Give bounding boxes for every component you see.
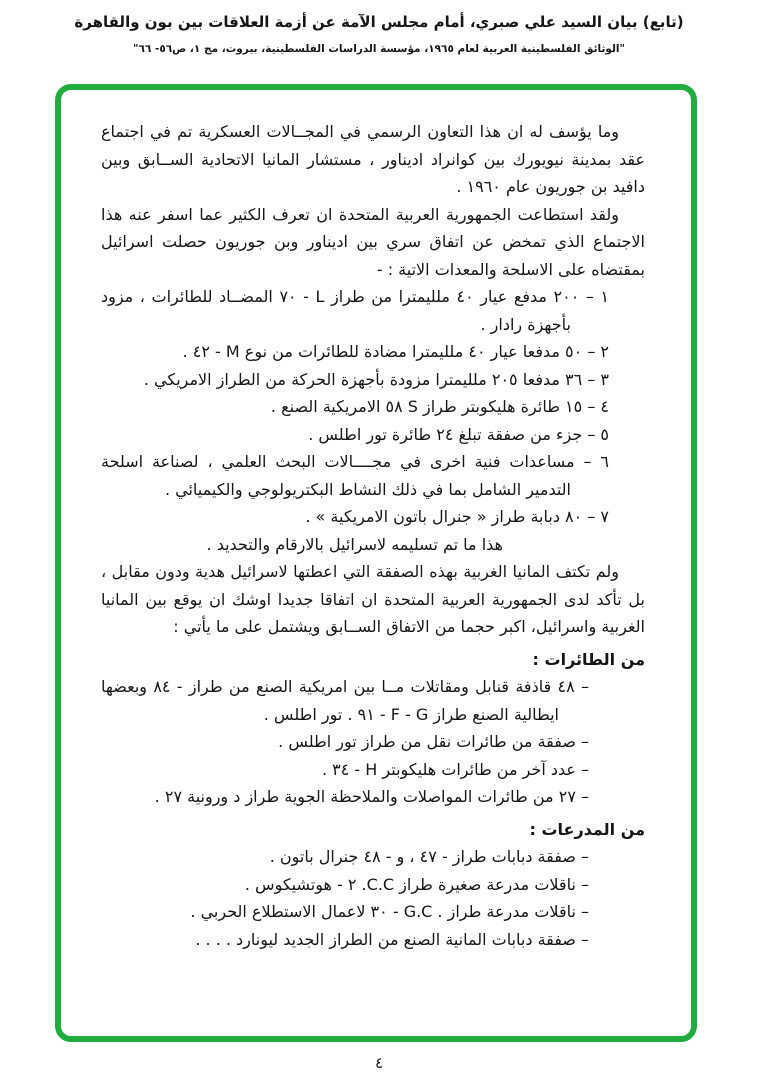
item-text: – ٤٨ قاذفة قنابل ومقاتلات مــا بين امريكية الصنع من طراز - ٨٤ وبعضها ايطالية الصنع طراز F - G - ٩١ . تور اطلس . [101, 677, 590, 724]
item-text: – صفقة دبابات طراز - ٤٧ ، و - ٤٨ جنرال باتون . [269, 847, 589, 866]
document-body [61, 90, 691, 953]
list-item [101, 783, 645, 811]
paragraph-agreement: ولقد استطاعت الجمهورية العربية المتحدة ان تعرف الكثير عما اسفر عنه هذا الاجتماع الذي تمخض عن اتفاق سري بين اديناور وبن جوريون حصلت اسرائيل بمقتضاه على الاسلحة والمعدات الاتية : - [101, 204, 645, 279]
paragraph-new-agreement: ولم تكتف المانيا الغربية بهذه الصفقة التي اعطتها لاسرائيل هدية ودون مقابل ، بل تأكد لدى الجمهورية العربية المتحدة ان اتفاقا جديدا اوشك ان يوقع بين المانيا الغربية واسرائيل، اكبر حجما من الاتفاق الســابق ويشتمل على ما يأتي : [101, 562, 645, 636]
item-number: ٧ – [587, 507, 609, 526]
document-source-citation: "الوثائق الفلسطينية العربية لعام ١٩٦٥، مؤسسة الدراسات الفلسطينية، بيروت، مج ١، ص٥٦- ٦٦" [132, 43, 625, 55]
delivery-note: هذا ما تم تسليمه لاسرائيل بالارقام والتحديد . [206, 534, 503, 554]
green-border-frame [55, 84, 697, 1042]
item-number: ١ – [585, 287, 610, 306]
item-text: ٣٦ مدفعا ٢٠٥ ملليمترا مزودة بأجهزة الحركة من الطراز الامريكي . [143, 369, 583, 389]
item-text: – ناقلات مدرعة صغيرة طراز C.C. ٢ - هوتشيكوس . [244, 874, 589, 894]
page-number: ٤ [374, 1054, 384, 1072]
armor-list [101, 843, 645, 953]
item-number: ٤ – [587, 397, 609, 416]
item-text: ٥٠ مدفعا عيار ٤٠ ملليمترا مضادة للطائرات من نوع M - ٤٢ . [182, 342, 583, 361]
list-item [101, 871, 645, 899]
item-text: – صفقة من طائرات نقل من طراز تور اطلس . [278, 732, 589, 751]
list-item [101, 366, 645, 394]
item-text: – عدد آخر من طائرات هليكوبتر H - ٣٤ . [321, 759, 589, 779]
paragraph-intro: وما يؤسف له ان هذا التعاون الرسمي في المجــالات العسكرية تم في اجتماع عقد بمدينة نيويورك بين كوانراد اديناور ، مستشار المانيا الاتحادية الســابق وبين دافيد بن جوريون عام ١٩٦٠ . [101, 122, 645, 196]
numbered-arms-list [101, 283, 645, 531]
list-item [101, 926, 645, 954]
item-number: ٣ – [587, 369, 609, 389]
document-title: (تابع) بيان السيد علي صبري، أمام مجلس الآمة عن أزمة العلاقات بين بون والقاهرة [74, 13, 684, 31]
item-text: – صفقة دبابات المانية الصنع من الطراز الجديد ليونارد . . . . [195, 929, 589, 949]
item-number: ٦ – [583, 452, 609, 471]
item-text: جزء من صفقة تبلغ ٢٤ طائرة تور اطلس . [308, 424, 583, 444]
list-item [101, 843, 645, 871]
list-item [101, 283, 645, 338]
item-text: – ٢٧ من طائرات المواصلات والملاحظة الجوية طراز د ورونية ٢٧ . [154, 787, 589, 806]
item-text: مساعدات فنية اخرى في مجــــالات البحث العلمي ، لصناعة اسلحة التدمير الشامل بما في ذلك النشاط البكتريولوجي والكيميائي . [101, 452, 575, 499]
item-number: ٢ – [587, 342, 609, 361]
item-text: ٢٠٠ مدفع عيار ٤٠ ملليمترا من طراز L - ٧٠ المضــاد للطائرات ، مزود بأجهزة رادار . [101, 287, 580, 334]
item-text: ٨٠ دبابة طراز « جنرال باتون الامريكية » . [305, 507, 583, 526]
item-text: – ناقلات مدرعة طراز . G.C - ٣٠ لاعمال الاستطلاع الحربي . [190, 902, 589, 921]
aircraft-list [101, 673, 645, 811]
list-item [101, 393, 645, 421]
item-number: ٥ – [587, 424, 609, 444]
list-item [101, 673, 645, 728]
list-item [101, 756, 645, 784]
list-item [101, 421, 645, 449]
list-item [101, 448, 645, 503]
list-item [101, 503, 645, 531]
list-item [101, 728, 645, 756]
item-text: ١٥ طائرة هليكوبتر طراز S ٥٨ الامريكية الصنع . [270, 397, 583, 416]
page-header [0, 13, 758, 55]
section-heading-aircraft: من الطائرات : [532, 649, 645, 669]
list-item [101, 338, 645, 366]
list-item [101, 898, 645, 926]
section-heading-armor: من المدرعات : [529, 819, 645, 839]
